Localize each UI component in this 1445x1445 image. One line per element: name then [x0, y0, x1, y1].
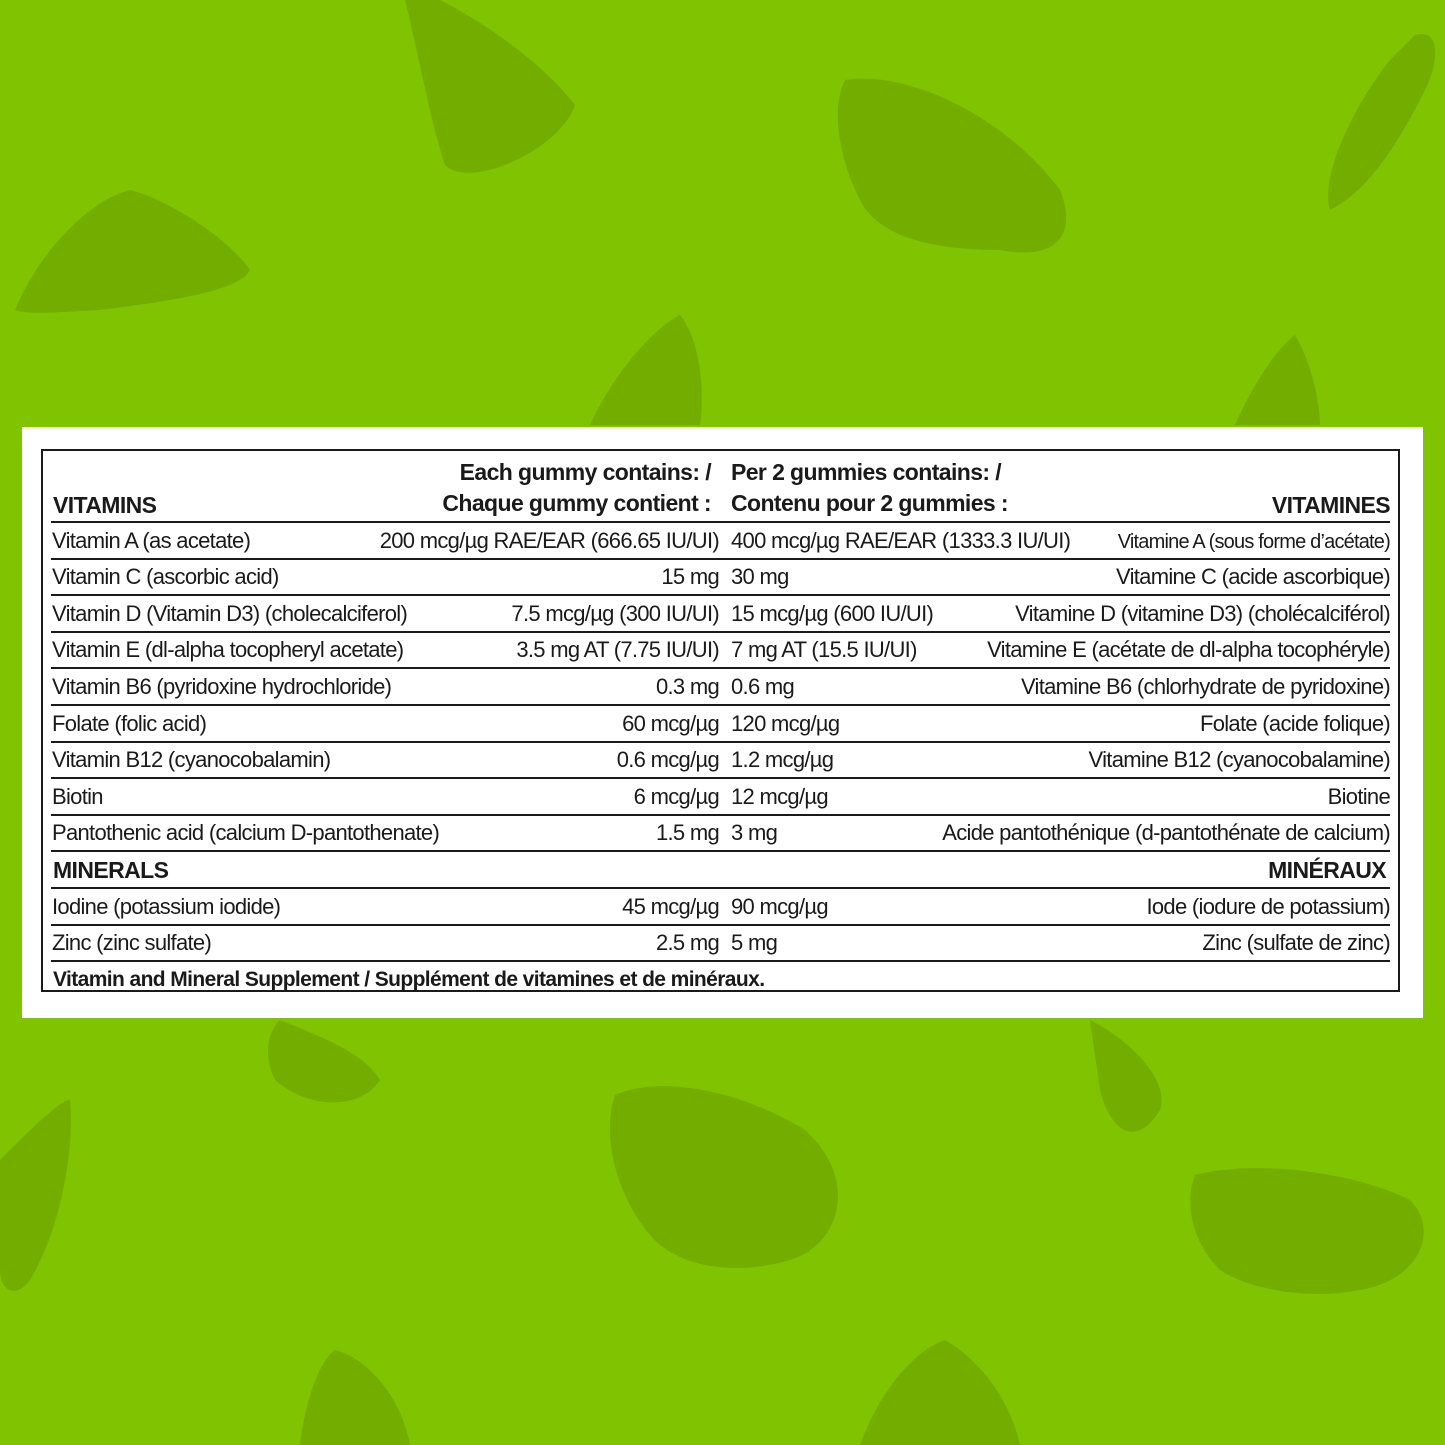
minerals-heading-en: MINERALS	[53, 856, 169, 883]
table-header	[51, 451, 1390, 523]
table-row: Vitamin B12 (cyanocobalamin) 0.6 mcg/µg 1.2 mcg/µg Vitamine B12 (cyanocobalamine)	[51, 743, 1390, 780]
table-row: Zinc (zinc sulfate) 2.5 mg 5 mg Zinc (sulfate de zinc)	[51, 926, 1390, 963]
table-row: Vitamin E (dl-alpha tocopheryl acetate) 3.5 mg AT (7.75 IU/UI) 7 mg AT (15.5 IU/UI) Vitamine E (acétate de dl-alpha tocophéryle)	[51, 633, 1390, 670]
supplement-facts-table	[41, 449, 1400, 992]
minerals-heading-fr: MINÉRAUX	[1268, 856, 1386, 883]
table-row: Vitamin A (as acetate) 200 mcg/µg RAE/EAR (666.65 IU/UI) 400 mcg/µg RAE/EAR (1333.3 IU/UI) Vitamine A (sous forme d’acétate)	[51, 523, 1390, 560]
vitamins-heading-en: VITAMINS	[53, 492, 157, 518]
table-row: Vitamin D (Vitamin D3) (cholecalciferol) 7.5 mcg/µg (300 IU/UI) 15 mcg/µg (600 IU/UI) Vitamine D (vitamine D3) (cholécalciférol)	[51, 596, 1390, 633]
table-row: Iodine (potassium iodide) 45 mcg/µg 90 mcg/µg Iode (iodure de potassium)	[51, 889, 1390, 926]
per-2-gummies-heading: Per 2 gummies contains: / Contenu pour 2 gummies :	[731, 459, 1008, 516]
table-row: Vitamin B6 (pyridoxine hydrochloride) 0.3 mg 0.6 mg Vitamine B6 (chlorhydrate de pyridoxine)	[51, 669, 1390, 706]
label-panel	[22, 427, 1423, 1018]
supplement-type-note: Vitamin and Mineral Supplement / Supplément de vitamines et de minéraux.	[53, 968, 765, 992]
table-row: Folate (folic acid) 60 mcg/µg 120 mcg/µg Folate (acide folique)	[51, 706, 1390, 743]
table-row: Vitamin C (ascorbic acid) 15 mg 30 mg Vitamine C (acide ascorbique)	[51, 560, 1390, 597]
minerals-section-header	[51, 852, 1390, 889]
per-gummy-heading: Each gummy contains: / Chaque gummy contient :	[442, 459, 711, 516]
table-row: Biotin 6 mcg/µg 12 mcg/µg Biotine	[51, 779, 1390, 816]
table-footer	[51, 962, 1390, 996]
table-row: Pantothenic acid (calcium D-pantothenate) 1.5 mg 3 mg Acide pantothénique (d-pantothénate de calcium)	[51, 816, 1390, 853]
vitamins-heading-fr: VITAMINES	[1271, 492, 1390, 518]
